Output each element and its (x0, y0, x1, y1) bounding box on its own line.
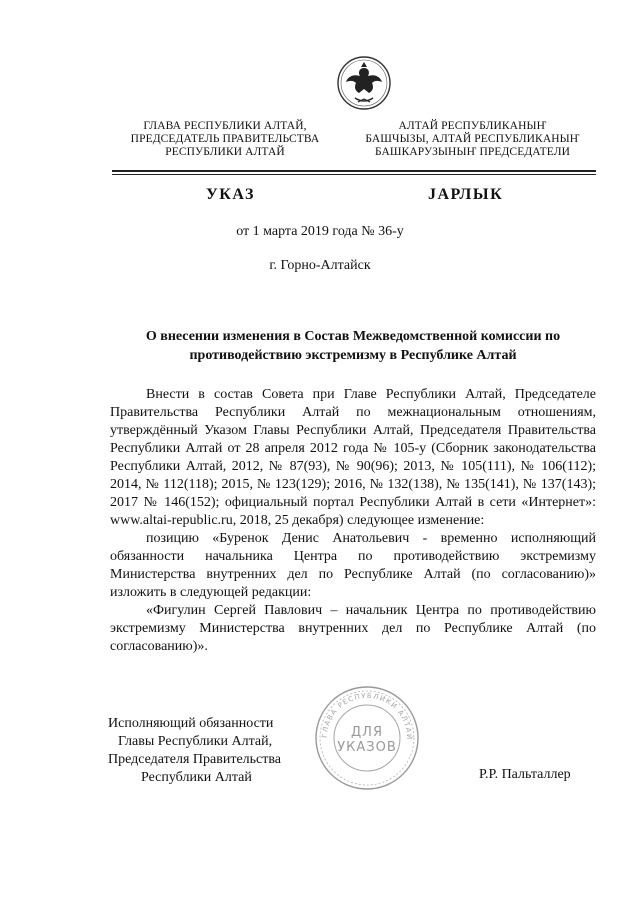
seal-text-line: ДЛЯ (351, 725, 383, 740)
document-title (110, 327, 596, 365)
title-line: О внесении изменения в Состав Межведомственной комиссии по (145, 329, 561, 344)
seal-ring-text: ГЛАВА РЕСПУБЛИКИ АЛТАЙ (320, 691, 414, 741)
signatory-line: Главы Республики Алтай, (118, 734, 273, 749)
header-left-block (120, 120, 330, 159)
header-divider-thick (112, 170, 596, 172)
header-left-line: ГЛАВА РЕСПУБЛИКИ АЛТАЙ, (143, 120, 307, 132)
signatory-line: Исполняющий обязанности (108, 716, 274, 731)
header-left-line: РЕСПУБЛИКИ АЛТАЙ (165, 146, 285, 158)
header-right-line: АЛТАЙ РЕСПУБЛИКАНЫҤ (398, 120, 547, 132)
coat-of-arms-emblem (333, 54, 395, 112)
body-paragraph: Внести в состав Совета при Главе Республики Алтай, Председателе Правительства Республики Алтай по межнациональным отношениям, утверждённый Указом Главы Республики Алтай, Председателя Правительства Республики Алтай от 28 апреля 2012 года № 105-у (Сборник законодательства Республики Алтай, 2012, № 87(93), № 90(96); 2013, № 105(111), № 106(112); 2014, № 112(118); 2015, № 123(129); 2016, № 132(138), № 135(141), № 137(143); 2017 № 146(152); официальный портал Республики Алтай в сети «Интернет»: www.altai-republic.ru, 2018, 25 декабря) следующее изменение: (110, 387, 596, 528)
title-line: противодействию экстремизму в Республике Алтай (189, 348, 517, 363)
doc-type-altai: ЈАРЛЫК (428, 186, 504, 203)
header-right-line: БАШЧЫЗЫ, АЛТАЙ РЕСПУБЛИКАНЫҤ (365, 133, 580, 145)
document-body (110, 386, 596, 656)
date-number-line: от 1 марта 2019 года № 36-у (236, 224, 404, 239)
body-paragraph: позицию «Буренок Денис Анатольевич - временно исполняющий обязанности начальника Центра по противодействию экстремизму Министерства внутренних дел по Республике Алтай (по согласованию)» изложить в следующей редакции: (110, 531, 596, 600)
body-paragraph: «Фигулин Сергей Павлович – начальник Центра по противодействию экстремизму Министерства внутренних дел по Республике Алтай (по согласованию)». (110, 603, 596, 654)
header-right-line: БАШКАРУЗЫНЫҤ ПРЕДСЕДАТЕЛИ (374, 146, 571, 158)
header-divider-thin (112, 174, 596, 175)
header-left-line: ПРЕДСЕДАТЕЛЬ ПРАВИТЕЛЬСТВА (130, 133, 320, 145)
signatory-name: Р.Р. Пальталлер (479, 767, 571, 782)
signatory-line: Республики Алтай (141, 770, 252, 785)
official-seal-stamp (313, 684, 421, 792)
header-right-block (355, 120, 590, 159)
seal-text-line: УКАЗОВ (337, 740, 397, 755)
city-line: г. Горно-Алтайск (269, 258, 371, 273)
signatory-position (108, 715, 281, 787)
signatory-line: Председателя Правительства (108, 752, 282, 767)
doc-type-russian: УКАЗ (206, 186, 255, 203)
